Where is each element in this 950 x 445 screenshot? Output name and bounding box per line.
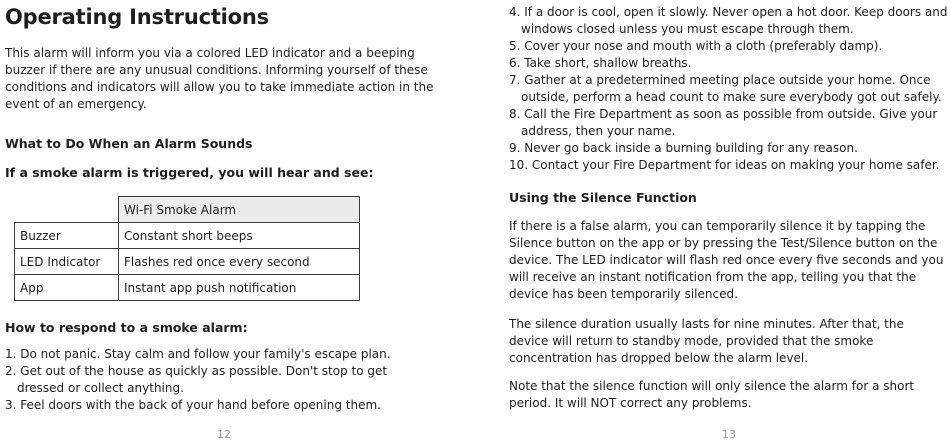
response-steps-list (5, 346, 435, 414)
intro-paragraph: This alarm will inform you via a colored LED indicator and a beeping buzzer if there are any unusual conditions. Informing yourself of these conditions and indicators will allow you to take immediate action in the event of an emergency. (5, 46, 434, 111)
table-corner-cell (15, 197, 119, 223)
list-item: 2. Get out of the house as quickly as possible. Don't stop to get dressed or collect anything. (5, 364, 388, 395)
page-number: 13 (722, 428, 736, 441)
list-item: 7. Gather at a predetermined meeting place outside your home. Once outside, perform a head count to make sure everybody got out safely. (509, 73, 942, 104)
row-label: LED Indicator (15, 249, 119, 275)
row-label: App (15, 275, 119, 301)
row-value: Flashes red once every second (119, 249, 360, 275)
response-steps-list-continued (509, 4, 949, 174)
silence-paragraph-3: Note that the silence function will only silence the alarm for a short period. It will NOT correct any problems. (509, 379, 915, 410)
row-value: Constant short beeps (119, 223, 360, 249)
table-column-header: Wi-Fi Smoke Alarm (119, 197, 360, 223)
silence-paragraph-1: If there is a false alarm, you can temporarily silence it by tapping the Silence button on the app or by pressing the Test/Silence button on the device. The LED indicator will flash red once every five seconds and you will receive an instant notification from the app, telling you that the device has been temporarily silenced. (509, 219, 944, 301)
alarm-indicator-table (14, 196, 360, 301)
silence-function-heading: Using the Silence Function (509, 190, 697, 205)
list-item: 8. Call the Fire Department as soon as possible from outside. Give your address, then your name. (509, 107, 938, 138)
table-row (15, 275, 360, 301)
list-item: 3. Feel doors with the back of your hand before opening them. (5, 398, 381, 412)
what-to-do-heading: What to Do When an Alarm Sounds (5, 136, 253, 151)
table-row (15, 249, 360, 275)
how-to-respond-heading: How to respond to a smoke alarm: (5, 320, 248, 335)
list-item: 6. Take short, shallow breaths. (509, 56, 692, 70)
silence-paragraph-2: The silence duration usually lasts for nine minutes. After that, the device will return to standby mode, provided that the smoke concentration has dropped below the alarm level. (509, 317, 904, 365)
list-item: 5. Cover your nose and mouth with a cloth (preferably damp). (509, 39, 883, 53)
table-row (15, 223, 360, 249)
page-number: 12 (217, 428, 231, 441)
list-item: 9. Never go back inside a burning building for any reason. (509, 141, 858, 155)
row-value: Instant app push notification (119, 275, 360, 301)
list-item: 10. Contact your Fire Department for ideas on making your home safer. (509, 158, 940, 172)
table-header-row (15, 197, 360, 223)
right-page (475, 0, 950, 445)
row-label: Buzzer (15, 223, 119, 249)
triggered-heading: If a smoke alarm is triggered, you will hear and see: (5, 165, 374, 180)
list-item: 4. If a door is cool, open it slowly. Never open a hot door. Keep doors and windows closed unless you must escape through them. (509, 5, 948, 36)
list-item: 1. Do not panic. Stay calm and follow your family's escape plan. (5, 347, 391, 361)
page-title: Operating Instructions (5, 5, 269, 29)
